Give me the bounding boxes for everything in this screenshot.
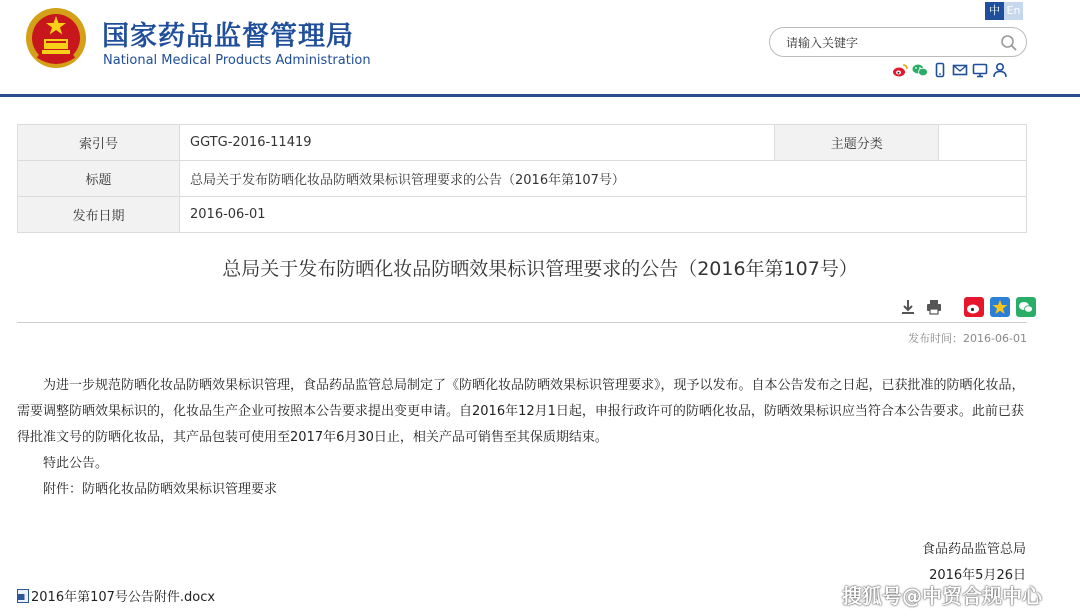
date-label: 发布日期: [18, 197, 180, 233]
social-links: [892, 62, 1008, 78]
search-input[interactable]: [786, 34, 986, 52]
signature-org: 食品药品监管总局: [921, 542, 1026, 557]
watermark: 搜狐号@中贸合规中心: [842, 584, 1042, 608]
table-row: [18, 197, 1027, 233]
title-value: 总局关于发布防晒化妆品防晒效果标识管理要求的公告（2016年第107号）: [180, 161, 1027, 197]
print-icon[interactable]: [924, 297, 944, 317]
download-icon[interactable]: [898, 297, 918, 317]
search-box: [769, 27, 1027, 57]
title-label: 标题: [18, 161, 180, 197]
table-row: [18, 161, 1027, 197]
index-value: GGTG-2016-11419: [180, 125, 775, 161]
message-icon[interactable]: [972, 62, 988, 78]
header-divider: [0, 94, 1080, 97]
title-divider: [17, 322, 1027, 323]
document-title: 总局关于发布防晒化妆品防晒效果标识管理要求的公告（2016年第107号）: [222, 258, 858, 280]
site-title-en: National Medical Products Administration: [103, 53, 371, 68]
mail-icon[interactable]: [952, 62, 968, 78]
info-table: [17, 124, 1027, 233]
attachment-filename[interactable]: 2016年第107号公告附件.docx: [31, 590, 216, 605]
site-header: [0, 0, 1080, 95]
user-icon[interactable]: [992, 62, 1008, 78]
share-weibo-icon[interactable]: [964, 297, 984, 317]
word-doc-icon: [17, 589, 29, 603]
lang-en-button[interactable]: En: [1004, 2, 1023, 20]
lang-zh-button[interactable]: 中: [985, 2, 1004, 20]
publish-time: 发布时间：2016-06-01: [908, 332, 1027, 345]
index-label: 索引号: [18, 125, 180, 161]
language-switch: [985, 2, 1023, 20]
document-body: [17, 373, 1029, 503]
attachment-line: 附件：防晒化妆品防晒效果标识管理要求: [43, 482, 278, 497]
attachment-link[interactable]: [17, 586, 215, 605]
body-paragraph: 为进一步规范防晒化妆品防晒效果标识管理，食品药品监管总局制定了《防晒化妆品防晒效果标识管理要求》，现予以发布。自本公告发布之日起，已获批准的防晒化妆品，需要调整防晒效果标识的，化妆品生产企业可按照本公告要求提出变更申请。自2016年12月1日起，申报行政许可的防晒化妆品，防晒效果标识应当符合本公告要求。此前已获得批准文号的防晒化妆品，其产品包装可使用至2017年6月30日止，相关产品可销售至其保质期结束。: [17, 378, 1025, 445]
national-emblem-icon: [24, 6, 88, 70]
date-value: 2016-06-01: [180, 197, 1027, 233]
site-title-cn: 国家药品监督管理局: [102, 21, 354, 52]
share-wechat-icon[interactable]: [1016, 297, 1036, 317]
search-icon[interactable]: [1000, 34, 1018, 52]
signature-date: 2016年5月26日: [929, 568, 1026, 583]
closing-text: 特此公告。: [43, 456, 109, 471]
table-row: [18, 125, 1027, 161]
weibo-icon[interactable]: [892, 62, 908, 78]
topic-value: [939, 125, 1027, 161]
wechat-icon[interactable]: [912, 62, 928, 78]
mobile-icon[interactable]: [932, 62, 948, 78]
topic-label: 主题分类: [775, 125, 939, 161]
document-toolbar: [898, 297, 1036, 317]
share-favorite-icon[interactable]: [990, 297, 1010, 317]
